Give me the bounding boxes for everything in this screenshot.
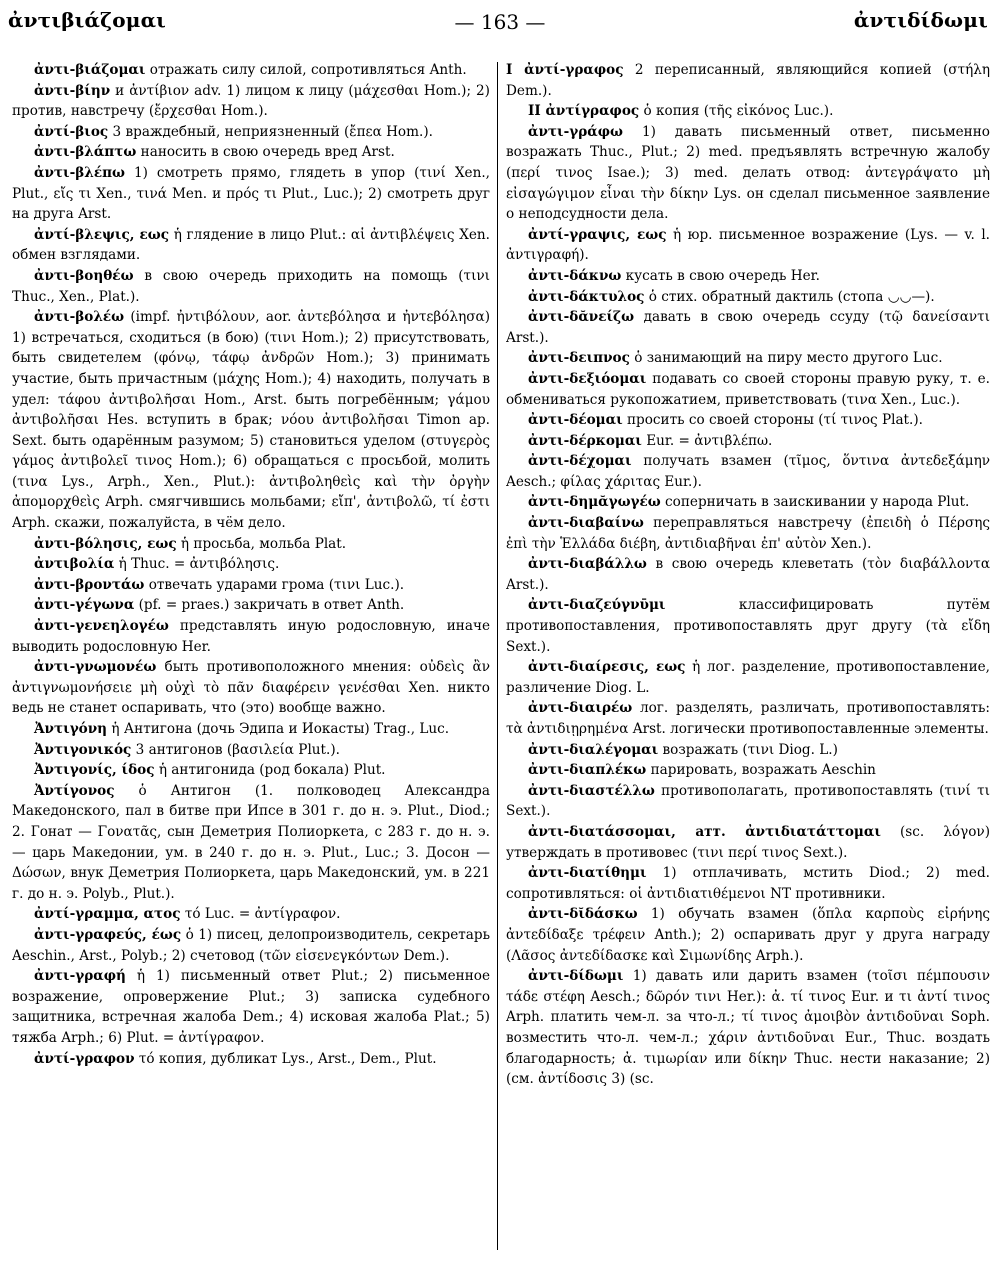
entry-definition: переправляться навстречу (ἐπειδὴ ὁ Πέρσης ἐπὶ τὴν Ἑλλάδα διέβη, ἀντιδιαβῆναι ἐπ' αὐτὸν Xen.). <box>506 515 990 552</box>
entry-definition: τό копия, дубликат Lys., Arst., Dem., Plut. <box>134 1050 437 1067</box>
entry-definition: противополагать, противопоставлять (τινί τι Sext.). <box>506 782 990 820</box>
entry-headword: Ἀντιγονικός <box>34 741 132 758</box>
entry-definition: 1) обучать взамен (ὅπλα καρποὺς εἰρήνης ἀντεδίδαξε τρέφειν Anth.); 2) оспаривать друг у друга награду (Λᾶσος ἀντεδίδασκε καὶ Σιμωνίδης Arph.). <box>506 906 990 964</box>
entry-definition: соперничать в заискивании у народа Plut. <box>660 494 970 511</box>
entry-headword: ἀντί-γραψις, εως <box>528 226 667 243</box>
entry-headword: II ἀντίγραφος <box>528 103 640 120</box>
entry-definition: (pf. = praes.) закричать в ответ Anth. <box>134 597 405 614</box>
entry-definition: τό Luc. = ἀντίγραφον. <box>180 906 341 923</box>
entry-headword: ἀντι-δεξιόομαι <box>528 370 647 387</box>
column-divider <box>497 62 498 1250</box>
dictionary-entry <box>12 554 490 575</box>
dictionary-entry <box>12 60 490 81</box>
entry-definition: ἡ просьба, мольба Plat. <box>176 535 347 552</box>
dictionary-entry <box>506 698 990 739</box>
entry-headword: ἀντι-γραφεύς, έως <box>34 926 182 943</box>
dictionary-entry <box>12 925 490 966</box>
entry-definition: ἡ юр. письменное возражение (Lys. — v. l. ἀντιγραφή). <box>506 226 990 264</box>
dictionary-entry <box>506 60 990 101</box>
entry-definition: наносить в свою очередь вред Arst. <box>136 144 395 161</box>
dictionary-entry <box>506 307 990 348</box>
dictionary-entry <box>12 266 490 307</box>
dictionary-entry <box>12 81 490 122</box>
dictionary-entry <box>506 410 990 431</box>
entry-headword: ἀντί-γραμμα, ατος <box>34 906 181 923</box>
entry-definition: отвечать ударами грома (τινι Luc.). <box>144 576 405 593</box>
left-running-headword: ἀντιβιάζομαι <box>8 8 167 32</box>
entry-definition: ἡ лог. разделение, противопоставление, различение Diog. L. <box>506 659 990 696</box>
entry-definition: быть противоположного мнения: οὐδεὶς ἂν ἀντιγνωμονήσειε μὴ οὐχὶ τὸ πᾶν διαφέρειν γενέσθαι Xen. никто ведь не станет оспаривать, что (это) вообще важно. <box>12 659 490 717</box>
dictionary-entry <box>12 225 490 266</box>
entry-headword: I ἀντί-γραφος <box>506 62 624 78</box>
entry-headword: ἀντι-γνωμονέω <box>34 659 157 676</box>
entry-headword: ἀντι-βίην <box>34 82 111 99</box>
entry-definition: 3 враждебный, неприязненный (ἔπεα Hom.). <box>108 123 433 140</box>
entry-definition: кусать в свою очередь Her. <box>621 267 820 284</box>
entry-headword: ἀντι-δίδωμι <box>528 968 624 985</box>
entry-headword: ἀντι-διαστέλλω <box>528 782 655 799</box>
entry-definition: ἡ Антигона (дочь Эдипа и Иокасты) Trag., Luc. <box>107 721 450 737</box>
entry-definition: классифицировать путём противопоставления, противопоставлять друг другу (τὰ εἴδη Sext.). <box>506 597 990 655</box>
dictionary-entry <box>12 142 490 163</box>
entry-definition: ὁ Антигон (1. полководец Александра Македонского, пал в битве при Ипсе в 301 г. до н. э. Plut., Diod.; 2. Гонат — Γονατᾶς, сын Деметрия Полиоркета, с 283 г. до н. э. — царь Македонии, ум. в 240 г. до н. э. Plut., Luc.; 3. Досон — Δώσων, внук Деметрия Полиоркета, царь Македонский, ум. в 221 г. до н. э. Polyb., Plut.). <box>12 782 490 902</box>
dictionary-entry <box>12 904 490 925</box>
entry-definition: 1) давать письменный ответ, письменно возражать Thuc., Plut.; 2) med. предъявлять встречную жалобу (περί τινος Isae.); 3) med. делать отвод: ἀντεγράψατο μὴ εἰσαγώγιμον εἶναι τὴν δίκην Lys. он сделал письменное заявление о неподсудности дела. <box>506 123 990 223</box>
entry-definition: ἡ Thuc. = ἀντιβόλησις. <box>114 556 280 573</box>
entry-headword: ἀντι-δάκτυλος <box>528 288 645 305</box>
entry-headword: ἀντι-δάκνω <box>528 267 622 284</box>
entry-definition: давать в свою очередь ссуду (τῷ δανείσαντι Arst.). <box>506 309 990 346</box>
dictionary-entry <box>506 966 990 1090</box>
entry-headword: ἀντί-βλεψις, εως <box>34 226 170 243</box>
entry-headword: ἀντι-διαβάλλω <box>528 556 647 573</box>
entry-headword: ἀντι-δᾰνείζω <box>528 309 635 326</box>
entry-headword: ἀντί-βιος <box>34 123 109 140</box>
entry-headword: ἀντι-διατάσσομαι, атт. ἀντιδιατάττομαι <box>528 823 881 840</box>
entry-headword: ἀντι-γραφή <box>34 968 126 985</box>
entry-headword: ἀντιβολία <box>34 556 115 573</box>
entry-headword: ἀντι-δέχομαι <box>528 453 632 470</box>
entry-definition: в свою очередь клеветать (τὸν διαβάλλοντα Arst.). <box>506 556 990 593</box>
entry-headword: Ἀντιγονίς, ίδος <box>34 762 155 779</box>
dictionary-entry <box>12 534 490 555</box>
entry-definition: и ἀντίβιον adv. 1) лицом к лицу (μάχεσθαι Hom.); 2) против, навстречу (ἔρχεσθαι Hom.). <box>12 82 490 120</box>
entry-definition: ἡ глядение в лицо Plut.: αἱ ἀντιβλέψεις Xen. обмен взглядами. <box>12 226 490 264</box>
entry-headword: ἀντι-βροντάω <box>34 576 145 593</box>
dictionary-entry <box>506 781 990 822</box>
dictionary-entry <box>506 431 990 452</box>
entry-headword: ἀντι-διαζεύγνῡμι <box>528 597 666 614</box>
entry-definition: 1) смотреть прямо, глядеть в упор (τινί Xen., Plut., εἴς τι Xen., τινά Men. и πρός τι Plut., Luc.); 2) смотреть друг на друга Arst. <box>12 164 490 223</box>
entry-definition: в свою очередь приходить на помощь (τινι Thuc., Xen., Plat.). <box>12 267 490 305</box>
left-column <box>12 60 490 1258</box>
dictionary-entry <box>506 451 990 492</box>
entry-definition: ἡ антигонида (род бокала) Plut. <box>154 762 386 779</box>
entry-headword: ἀντι-δῐδάσκω <box>528 906 638 923</box>
entry-headword: ἀντι-δέρκομαι <box>528 432 642 449</box>
dictionary-entry <box>506 225 990 266</box>
dictionary-entry <box>506 348 990 369</box>
right-running-headword: ἀντιδίδωμι <box>853 8 988 32</box>
dictionary-entry <box>12 307 490 534</box>
right-column <box>506 60 990 1258</box>
dictionary-entry <box>506 760 990 781</box>
entry-headword: ἀντι-βοηθέω <box>34 267 134 284</box>
entry-definition: ἡ 1) письменный ответ Plut.; 2) письменное возражение, опровержение Plut.; 3) записка судебного защитника, встречная жалоба Dem.; 4) исковая жалоба Plat.; 5) тяжба Arph.; 6) Plut. = ἀντίγραφον. <box>12 968 490 1046</box>
entry-headword: ἀντι-δέομαι <box>528 412 623 429</box>
entry-definition: просить со своей стороны (τί τινος Plat.). <box>622 412 923 429</box>
entry-headword: ἀντι-βλέπω <box>34 164 125 181</box>
dictionary-entry <box>12 740 490 761</box>
dictionary-entry <box>12 575 490 596</box>
dictionary-entry <box>506 122 990 225</box>
entry-definition: 1) отплачивать, мстить Diod.; 2) med. сопротивляться: οἱ ἀντιδιατιθέμενοι NT противники. <box>506 865 990 902</box>
dictionary-entry <box>12 122 490 143</box>
dictionary-entry <box>506 513 990 554</box>
entry-headword: ἀντι-διαπλέκω <box>528 762 647 779</box>
page-header <box>0 0 1000 44</box>
entry-headword: ἀντι-βολέω <box>34 309 125 326</box>
entry-definition: (impf. ἠντιβόλουν, aor. ἀντεβόλησα и ἠντεβόλησα) 1) встречаться, сходиться (в бою) (τινι Hom.); 2) присутствовать, быть свидетелем (φόνῳ, τάφῳ ἀνδρῶν Hom.); 3) принимать участие, быть причастным (μάχης Hom.); 4) находить, получать в удел: τάφου ἀντιβολῆσαι Hom., Arst. быть погребённым; γάμου ἀντιβολῆσαι Hes. вступить в брак; νόου ἀντιβολῆσαι Timon ap. Sext. быть одарённым разумом; 5) становиться уделом (στυγερὸς γάμος ἀντιβολεῖ τινος Hom.); 6) обращаться с просьбой, молить (τινα Lys., Arph., Xen., Plut.): ἀντιβοληθεὶς καὶ τὴν ὀργὴν ἀπομορχθεὶς Arph. смягчившись мольбами; εἴπ', ἀντιβολῶ, τί ἐστι Arph. скажи, пожалуйста, в чём дело. <box>12 309 490 532</box>
dictionary-entry <box>506 101 990 122</box>
dictionary-entry <box>12 760 490 781</box>
entry-headword: ἀντι-διατίθημι <box>528 865 647 882</box>
dictionary-entry <box>12 781 490 905</box>
entry-definition: Eur. = ἀντιβλέπω. <box>641 432 773 449</box>
dictionary-entry <box>506 822 990 863</box>
entry-headword: ἀντι-γενεηλογέω <box>34 618 169 635</box>
dictionary-entry <box>506 492 990 513</box>
entry-definition: возражать (τινι Diog. L.) <box>658 741 838 758</box>
entry-definition: лог. разделять, различать, противопоставлять: τὰ ἀντιδιῃρημένα Arst. логически противопоставленные элементы. <box>506 700 990 737</box>
entry-definition: ὁ занимающий на пиру место другого Luc. <box>629 350 943 367</box>
entry-definition: представлять иную родословную, иначе выводить родословную Her. <box>12 618 490 655</box>
dictionary-entry <box>12 719 490 740</box>
entry-definition: ὁ 1) писец, делопроизводитель, секретарь Aeschin., Arst., Polyb.; 2) счетовод (τῶν εἰσενεγκόντων Dem.). <box>12 926 490 964</box>
entry-headword: ἀντι-διαλέγομαι <box>528 741 659 758</box>
dictionary-entry <box>12 616 490 657</box>
dictionary-entry <box>506 595 990 657</box>
entry-headword: ἀντι-δημᾰγωγέω <box>528 494 661 511</box>
entry-headword: ἀντι-διαιρέω <box>528 700 633 717</box>
dictionary-entry <box>12 966 490 1048</box>
entry-definition: 2 переписанный, являющийся копией (στήλη Dem.). <box>506 62 990 99</box>
dictionary-entry <box>506 266 990 287</box>
dictionary-entry <box>506 904 990 966</box>
dictionary-entry <box>12 163 490 225</box>
dictionary-entry <box>506 657 990 698</box>
entry-definition: 1) давать или дарить взамен (τοῖσι πέμπουσιν τάδε στέφη Aesch.; δῶρόν τινι Her.): ἀ. τί τινος Eur. и τι ἀντί τινος Arph. платить чем-л. за что-л.; τί τινος ἀμοιβὸν ἀντιδοῦναι Soph. возместить что-л. чем-л.; χάριν ἀντιδοῦναι Eur., Thuc. воздать благодарность; ἀ. τιμωρίαν или δίκην Thuc. нести наказание; 2) (см. ἀντίδοσις 3) (sc. <box>506 968 990 1088</box>
dictionary-entry <box>12 657 490 719</box>
entry-headword: ἀντι-βιάζομαι <box>34 62 146 78</box>
entry-headword: ἀντί-γραφον <box>34 1050 135 1067</box>
entry-definition: (sc. λόγον) утверждать в противовес (τινι περί τινος Sext.). <box>506 823 990 861</box>
entry-headword: ἀντι-βόλησις, εως <box>34 535 177 552</box>
dictionary-entry <box>12 1049 490 1070</box>
entry-headword: Ἀντίγονος <box>34 782 115 799</box>
dictionary-entry <box>506 554 990 595</box>
entry-headword: ἀντι-γράφω <box>528 123 623 140</box>
dictionary-entry <box>506 863 990 904</box>
entry-headword: ἀντι-γέγωνα <box>34 597 135 614</box>
dictionary-entry <box>506 740 990 761</box>
entry-headword: ἀντι-διαίρεσις, εως <box>528 659 686 676</box>
entry-headword: Ἀντιγόνη <box>34 721 108 737</box>
dictionary-entry <box>506 287 990 308</box>
entry-definition: ὁ копия (τῆς εἰκόνος Luc.). <box>639 103 834 120</box>
entry-definition: отражать силу силой, сопротивляться Anth. <box>145 62 467 78</box>
entry-headword: ἀντι-διαβαίνω <box>528 515 644 532</box>
entry-headword: ἀντι-βλάπτω <box>34 144 137 161</box>
entry-definition: 3 антигонов (βασιλεία Plut.). <box>131 741 340 758</box>
entry-definition: получать взамен (τῖμος, ὅντινα ἀντεδεξάμην Aesch.; φίλας χάριτας Eur.). <box>506 453 990 490</box>
entry-headword: ἀντι-δειπνος <box>528 350 630 367</box>
entry-definition: парировать, возражать Aeschin <box>646 762 876 779</box>
page-number: — 163 — <box>454 10 546 34</box>
dictionary-entry <box>12 595 490 616</box>
dictionary-entry <box>506 369 990 410</box>
entry-definition: ὁ стих. обратный дактиль (стопа ◡◡—). <box>644 288 935 305</box>
entry-definition: подавать со своей стороны правую руку, т. е. обмениваться рукопожатием, приветствовать (τινα Xen., Luc.). <box>506 370 990 408</box>
